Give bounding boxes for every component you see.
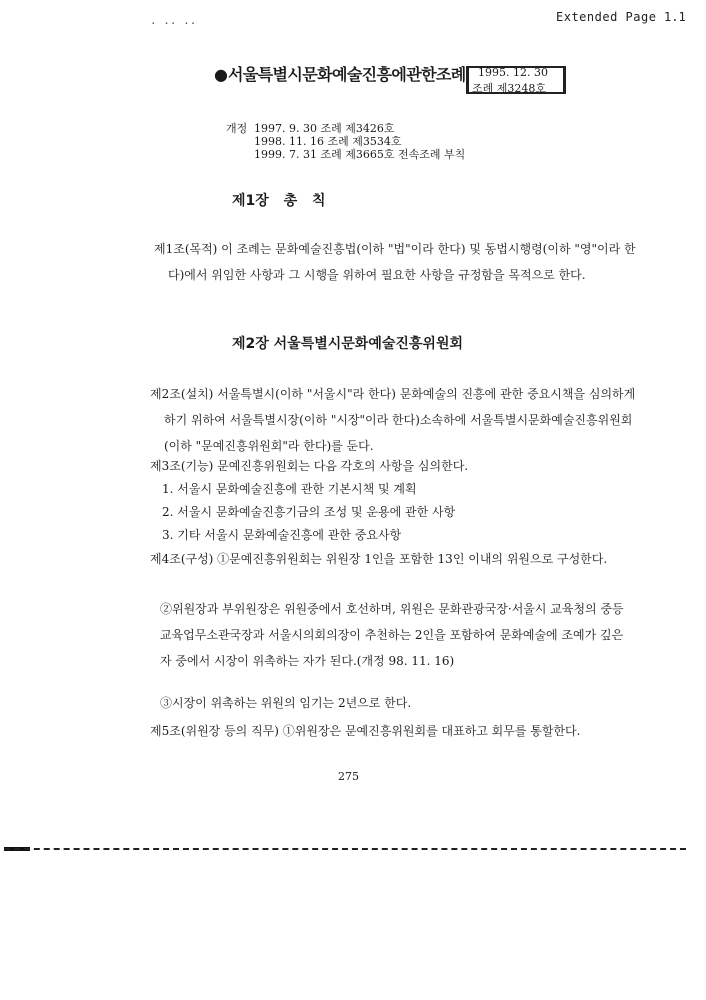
- corner-scan-mark: . .. ..: [150, 14, 197, 27]
- enactment-law-number: 조례 제3248호: [472, 82, 546, 95]
- article-3-item: 2. 서울시 문화예술진흥기금의 조성 및 운용에 관한 사항: [162, 505, 456, 519]
- article-1: 제1조(목적) 이 조례는 문화예술진흥법(이하 "법"이라 한다) 및 동법시행령(이하 "영"이라 한다)에서 위임한 사항과 그 시행을 위하여 필요한 사항을 규정함을 목적으로 한다.: [154, 242, 636, 282]
- extended-page-number: 1.1: [664, 10, 686, 24]
- article-4-paragraph-2: ②위원장과 부위원장은 위원중에서 호선하며, 위원은 문화관광국장·서울시 교육청의 중등교육업무소관국장과 서울시의회의장이 추천하는 2인을 포함하여 문화예술에 조예가 깊은 자 중에서 시장이 위촉하는 자가 된다.(개정 98. 11. 16): [160, 602, 624, 668]
- extended-page-label: Extended Page: [556, 10, 657, 24]
- scan-edge-line: [4, 848, 686, 850]
- article-4-paragraph-1: 제4조(구성) ①문예진흥위원회는 위원장 1인을 포함한 13인 이내의 위원으로 구성한다.: [150, 552, 608, 566]
- amendment-line: 1999. 7. 31 조례 제3665호 전속조례 부칙: [254, 148, 466, 161]
- article-3-item: 1. 서울시 문화예술진흥에 관한 기본시책 및 계획: [162, 482, 417, 496]
- article-5: 제5조(위원장 등의 직무) ①위원장은 문예진흥위원회를 대표하고 회무를 통할한다.: [150, 724, 581, 738]
- title-bullet-icon: ●: [214, 65, 228, 84]
- chapter-2-heading: 제2장 서울특별시문화예술진흥위원회: [232, 336, 463, 352]
- amendment-line: 1998. 11. 16 조례 제3534호: [254, 135, 402, 148]
- enactment-date: 1995. 12. 30: [478, 66, 548, 79]
- article-3-item: 3. 기타 서울시 문화예술진흥에 관한 중요사항: [162, 528, 402, 542]
- amendment-line: 1997. 9. 30 조례 제3426호: [254, 122, 395, 135]
- amendment-label: 개정: [226, 122, 248, 135]
- chapter-1-heading: 제1장 총 칙: [232, 193, 326, 209]
- article-2: 제2조(설치) 서울특별시(이하 "서울시"라 한다) 문화예술의 진흥에 관한 중요시책을 심의하게 하기 위하여 서울특별시장(이하 "시장"이라 한다)소속하에 서울특별시문화예술진흥위원회 (이하 "문예진흥위원회"라 한다)를 둔다.: [150, 387, 636, 453]
- article-3-title: 제3조(기능) 문예진흥위원회는 다음 각호의 사항을 심의한다.: [150, 459, 469, 473]
- page-number: 275: [338, 770, 359, 783]
- article-4-paragraph-3: ③시장이 위촉하는 위원의 임기는 2년으로 한다.: [160, 696, 412, 710]
- document-title: [214, 62, 466, 85]
- title-text: 서울특별시문화예술진흥에관한조례: [227, 65, 466, 84]
